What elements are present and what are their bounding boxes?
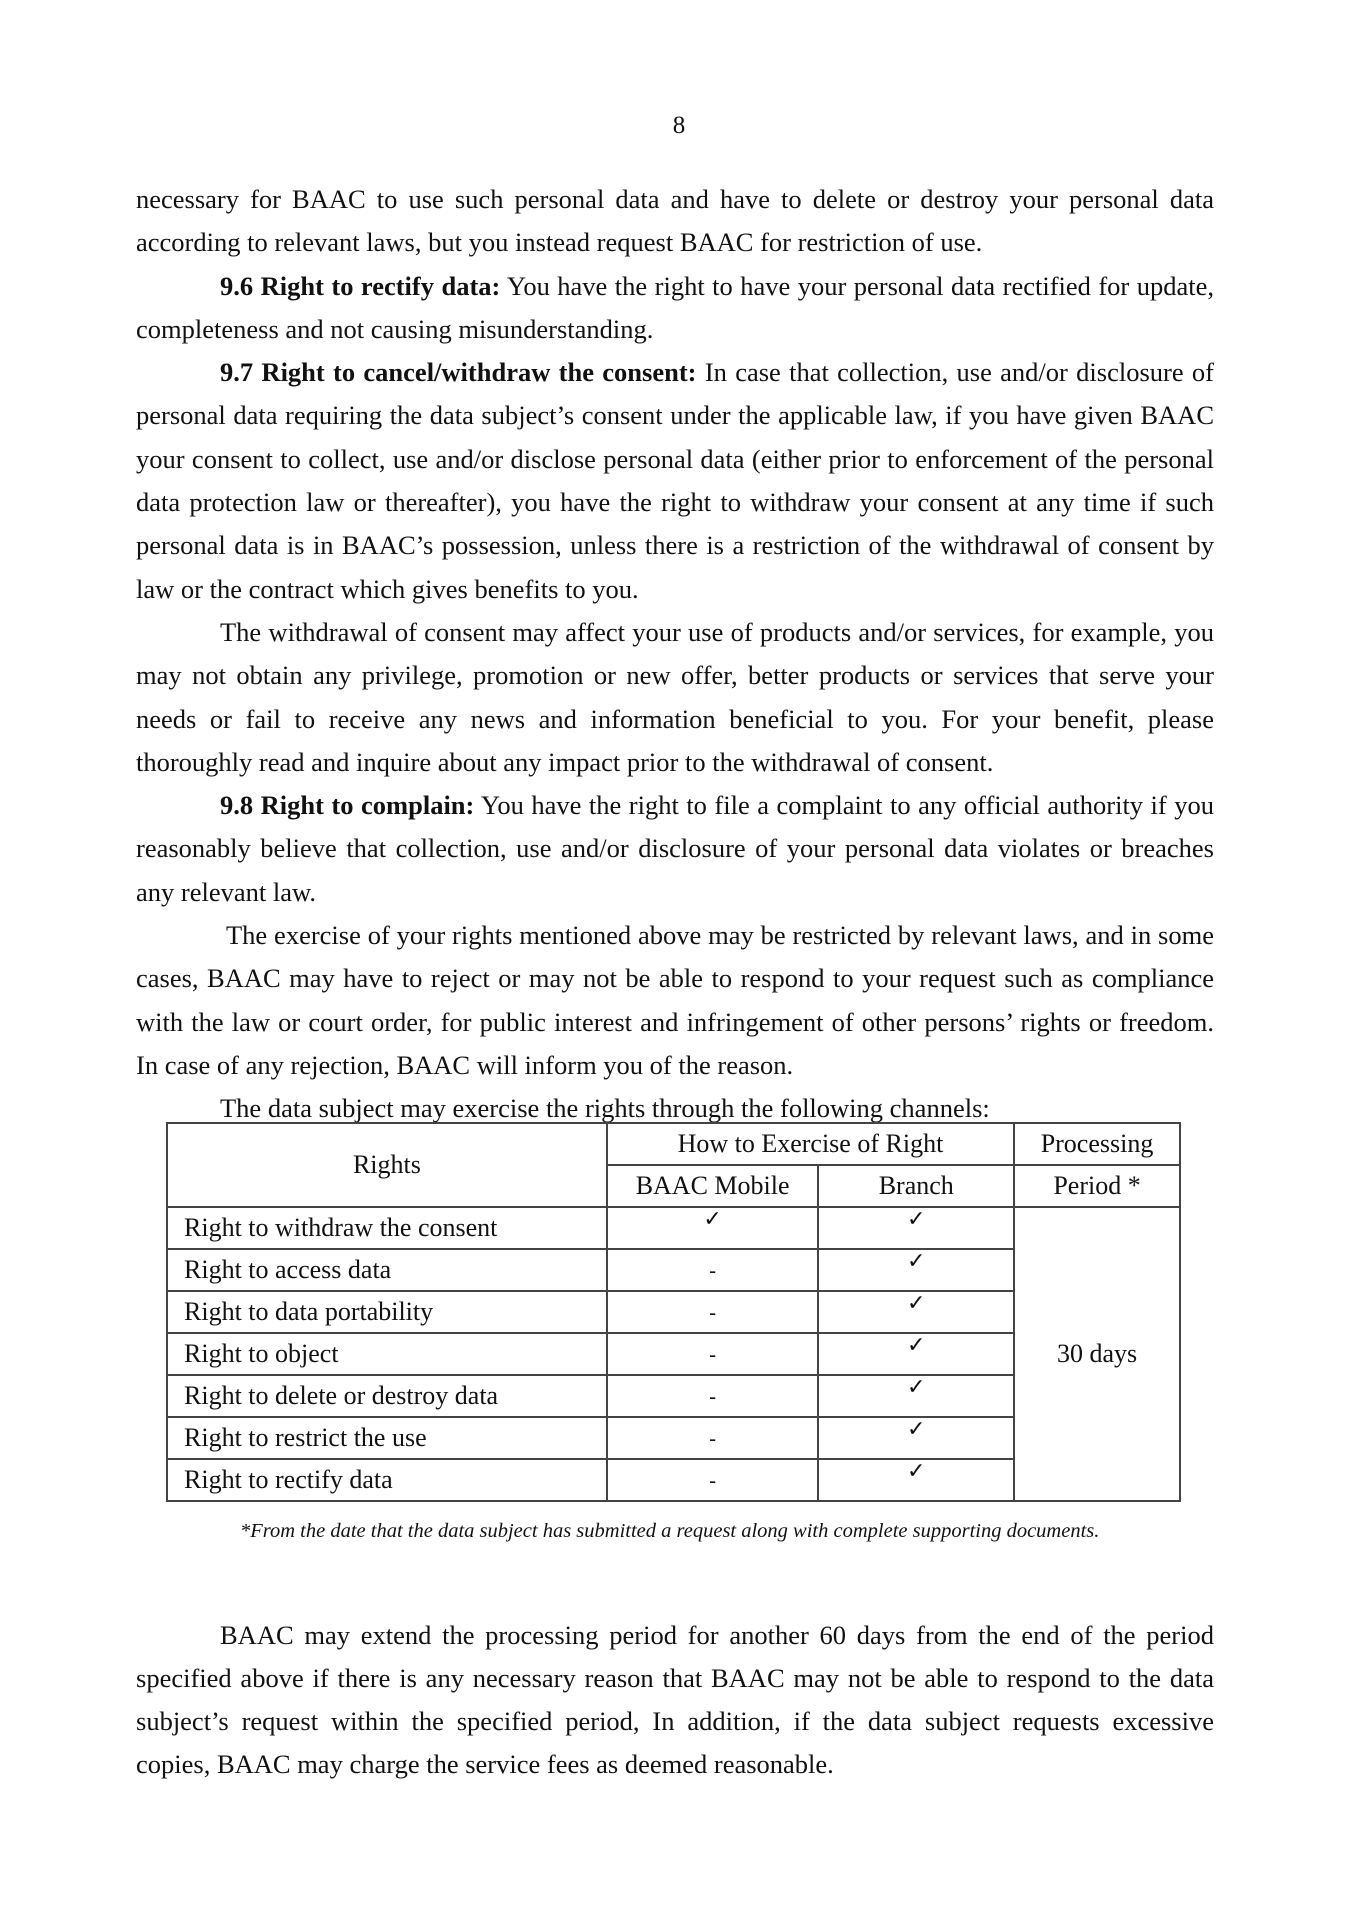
checkmark-icon: ✓ [907,1459,926,1484]
checkmark-icon: ✓ [907,1249,926,1274]
header-rights: Rights [167,1123,607,1207]
table-row [167,1207,1180,1249]
checkmark-icon: ✓ [907,1375,926,1400]
branch-availability [818,1417,1014,1459]
dash-mark: - [709,1385,717,1409]
table-footnote: *From the date that the data subject has submitted a request along with complete supporting documents. [240,1520,1100,1542]
paragraph-right-to-complain [136,784,1214,914]
paragraph-extension: BAAC may extend the processing period for another 60 days from the end of the period specified above if there is any necessary reason that BAAC may not be able to respond to the data subject’s request within the specified period, In addition, if the data subject requests excessive copies, BAAC may charge the service fees as deemed reasonable. [136,1619,1214,1780]
dash-mark: - [709,1469,717,1493]
mobile-availability [607,1249,819,1291]
dash-mark: - [709,1427,717,1451]
mobile-availability [607,1417,819,1459]
right-name: Right to object [167,1333,607,1375]
branch-availability [818,1459,1014,1501]
paragraph-text: You have the right to have your personal data rectified for update, completeness and not causing misunderstanding. [136,270,1214,344]
paragraph-right-to-rectify [136,265,1214,352]
document-body [136,178,1214,1131]
paragraph-right-to-withdraw [136,351,1214,611]
mobile-availability [607,1375,819,1417]
right-name: Right to data portability [167,1291,607,1333]
paragraph-text: In case that collection, use and/or disclosure of personal data requiring the data subject’s consent under the applicable law, if you have given BAAC your consent to collect, use and/or disclose personal data (either prior to enforcement of the personal data protection law or thereafter), you have the right to withdraw your consent at any time if such personal data is in BAAC’s possession, unless there is a restriction of the withdrawal of consent by law or the contract which gives benefits to you. [136,357,1214,604]
checkmark-icon: ✓ [907,1333,926,1358]
paragraph-restrictions: The exercise of your rights mentioned above may be restricted by relevant laws, and in some cases, BAAC may have to reject or may not be able to respond to your request such as compliance with the law or court order, for public interest and infringement of other persons’ rights or freedom. In case of any rejection, BAAC will inform you of the reason. [136,920,1214,1080]
section-heading-9-7: 9.7 Right to cancel/withdraw the consent: [220,357,697,388]
branch-availability [818,1333,1014,1375]
mobile-availability [607,1207,819,1249]
page-number: 8 [672,112,686,139]
section-heading-9-6: 9.6 Right to rectify data: [220,270,501,301]
header-baac-mobile: BAAC Mobile [607,1165,819,1207]
paragraph-continuation: necessary for BAAC to use such personal data and have to delete or destroy your personal data according to relevant laws, but you instead request BAAC for restriction of use. [136,184,1214,258]
right-name: Right to withdraw the consent [167,1207,607,1249]
mobile-availability [607,1333,819,1375]
mobile-availability [607,1291,819,1333]
checkmark-icon: ✓ [907,1417,926,1442]
header-processing: Processing [1014,1123,1180,1165]
section-heading-9-8: 9.8 Right to complain: [220,790,475,821]
checkmark-icon: ✓ [907,1207,926,1232]
right-name: Right to access data [167,1249,607,1291]
branch-availability [818,1291,1014,1333]
branch-availability [818,1375,1014,1417]
dash-mark: - [709,1259,717,1283]
table-header-row [167,1123,1180,1165]
processing-period-value: 30 days [1014,1207,1180,1501]
paragraph-text: You have the right to file a complaint to any official authority if you reasonably believe that collection, use and/or disclosure of your personal data violates or breaches any relevant law. [136,790,1214,907]
dash-mark: - [709,1301,717,1325]
dash-mark: - [709,1343,717,1367]
right-name: Right to restrict the use [167,1417,607,1459]
rights-channels-table [166,1122,1181,1502]
branch-availability [818,1249,1014,1291]
right-name: Right to delete or destroy data [167,1375,607,1417]
right-name: Right to rectify data [167,1459,607,1501]
header-how-to-exercise: How to Exercise of Right [607,1123,1014,1165]
checkmark-icon: ✓ [703,1207,722,1232]
branch-availability [818,1207,1014,1249]
header-branch: Branch [818,1165,1014,1207]
header-period: Period * [1014,1165,1180,1207]
mobile-availability [607,1459,819,1501]
paragraph-channels-intro: The data subject may exercise the rights through the following channels: [220,1093,990,1124]
checkmark-icon: ✓ [907,1291,926,1316]
paragraph-withdrawal-effect: The withdrawal of consent may affect your use of products and/or services, for example, you may not obtain any privilege, promotion or new offer, better products or services that serve your needs or fail to receive any news and information beneficial to you. For your benefit, please thoroughly read and inquire about any impact prior to the withdrawal of consent. [136,616,1214,777]
